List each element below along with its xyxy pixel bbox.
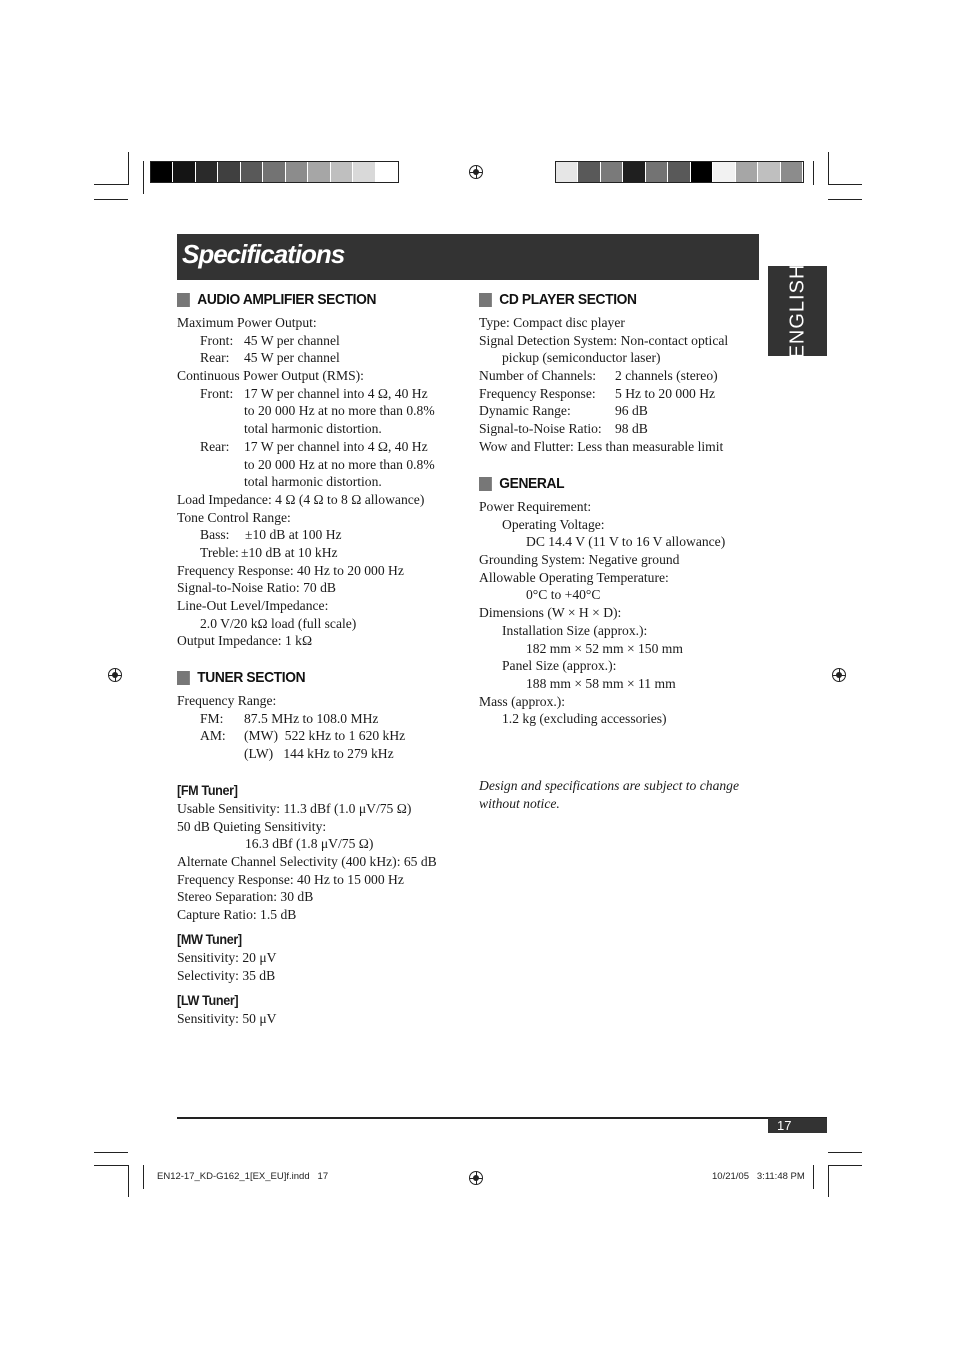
spec-line: 2.0 V/20 kΩ load (full scale) [200, 615, 357, 631]
page-title: Specifications [182, 239, 345, 269]
spec-line: Panel Size (approx.): [502, 658, 617, 674]
spec-line: Number of Channels: 2 channels (stereo) [479, 368, 718, 384]
spec-line: Tone Control Range: [177, 509, 291, 525]
language-tab [768, 263, 827, 359]
spec-line: Rear: 17 W per channel into 4 Ω, 40 Hz [200, 438, 428, 454]
fm-tuner-heading: [FM Tuner] [177, 782, 238, 798]
disclaimer-note: Design and specifications are subject to change without notice. [479, 778, 739, 811]
spec-line: Frequency Response: 5 Hz to 20 000 Hz [479, 385, 716, 401]
spec-line: Usable Sensitivity: 11.3 dBf (1.0 μV/75 Ω) [177, 801, 412, 816]
audio-section-heading: AUDIO AMPLIFIER SECTION [177, 291, 376, 308]
title-bar [177, 234, 759, 280]
audio-specs [177, 314, 467, 650]
color-bar-left [150, 161, 399, 183]
spec-line: Installation Size (approx.): [502, 622, 648, 638]
mw-tuner-heading: [MW Tuner] [177, 931, 242, 947]
spec-line: Power Requirement: [479, 499, 592, 514]
spec-line: Bass: ±10 dB at 100 Hz [200, 527, 342, 543]
spec-line: Capture Ratio: 1.5 dB [177, 907, 297, 923]
spec-line: 50 dB Quieting Sensitivity: [177, 818, 327, 834]
heading-square-icon [479, 477, 492, 491]
spec-line: to 20 000 Hz at no more than 0.8% [244, 403, 435, 419]
heading-square-icon [479, 293, 492, 307]
tuner-specs [177, 692, 467, 763]
language-label: ENGLISH [786, 263, 808, 359]
spec-line: Front: 17 W per channel into 4 Ω, 40 Hz [200, 385, 428, 401]
spec-line: Type: Compact disc player [479, 315, 625, 330]
spec-line: Alternate Channel Selectivity (400 kHz): 65 dB [177, 854, 437, 870]
spec-line: Treble: ±10 dB at 10 kHz [200, 544, 338, 560]
spec-line: Output Impedance: 1 kΩ [177, 633, 313, 649]
registration-mark-icon [469, 165, 483, 179]
general-section-heading: GENERAL [479, 475, 564, 492]
spec-line: 0°C to +40°C [526, 587, 601, 603]
spec-line: Front: 45 W per channel [200, 332, 340, 348]
footer-rule [177, 1117, 827, 1119]
file-slug: EN12-17_KD-G162_1[EX_EU]f.indd 17 [157, 1171, 329, 1182]
spec-line: Mass (approx.): [479, 693, 566, 709]
spec-line: Frequency Range: [177, 693, 277, 708]
spec-line: AM: (MW) 522 kHz to 1 620 kHz [200, 728, 406, 744]
mw-specs [177, 949, 467, 984]
color-bar-right [555, 161, 804, 183]
print-timestamp: 10/21/05 3:11:48 PM [712, 1171, 805, 1182]
tuner-section-heading: TUNER SECTION [177, 669, 305, 686]
spec-line: 182 mm × 52 mm × 150 mm [526, 640, 683, 656]
lw-tuner-heading: [LW Tuner] [177, 992, 239, 1008]
spec-line: Allowable Operating Temperature: [479, 569, 669, 585]
spec-line: Selectivity: 35 dB [177, 967, 276, 983]
spec-line: Load Impedance: 4 Ω (4 Ω to 8 Ω allowance) [177, 491, 425, 507]
page-number-box [768, 1118, 827, 1133]
spec-line: Wow and Flutter: Less than measurable limit [479, 438, 724, 454]
spec-line: Sensitivity: 50 μV [177, 1011, 277, 1026]
spec-line: Stereo Separation: 30 dB [177, 889, 314, 905]
spec-line: Signal-to-Noise Ratio: 70 dB [177, 580, 336, 596]
spec-line: Dimensions (W × H × D): [479, 605, 622, 621]
spec-line: Signal-to-Noise Ratio: 98 dB [479, 421, 648, 437]
spec-line: 188 mm × 58 mm × 11 mm [526, 675, 676, 691]
spec-line: Line-Out Level/Impedance: [177, 598, 329, 613]
spec-line: Rear: 45 W per channel [200, 350, 340, 366]
spec-line: Sensitivity: 20 μV [177, 950, 277, 965]
spec-line: Signal Detection System: Non-contact optical [479, 332, 729, 348]
spec-line: DC 14.4 V (11 V to 16 V allowance) [526, 534, 726, 550]
page-number: 17 [777, 1118, 792, 1133]
spec-line: Continuous Power Output (RMS): [177, 368, 364, 384]
spec-line: FM: 87.5 MHz to 108.0 MHz [200, 710, 379, 726]
registration-mark-icon [832, 668, 846, 682]
spec-line: Frequency Response: 40 Hz to 20 000 Hz [177, 562, 404, 578]
spec-line: Dynamic Range: 96 dB [479, 403, 648, 419]
general-specs [479, 498, 759, 728]
lw-specs [177, 1010, 467, 1028]
spec-line: 16.3 dBf (1.8 μV/75 Ω) [245, 836, 374, 852]
cd-specs [479, 314, 759, 456]
registration-mark-icon [108, 668, 122, 682]
spec-line: Operating Voltage: [502, 516, 605, 532]
spec-line: to 20 000 Hz at no more than 0.8% [244, 456, 435, 472]
spec-line: Maximum Power Output: [177, 315, 317, 330]
cd-section-heading: CD PLAYER SECTION [479, 291, 637, 308]
fm-specs [177, 800, 467, 924]
spec-line: total harmonic distortion. [244, 421, 382, 437]
spec-line: pickup (semiconductor laser) [502, 350, 661, 366]
spec-line: total harmonic distortion. [244, 474, 382, 490]
spec-line: (LW) 144 kHz to 279 kHz [244, 746, 394, 762]
registration-mark-icon [469, 1171, 483, 1185]
spec-line: 1.2 kg (excluding accessories) [502, 711, 667, 727]
spec-line: Grounding System: Negative ground [479, 552, 680, 568]
spec-line: Frequency Response: 40 Hz to 15 000 Hz [177, 871, 404, 887]
heading-square-icon [177, 293, 190, 307]
heading-square-icon [177, 671, 190, 685]
